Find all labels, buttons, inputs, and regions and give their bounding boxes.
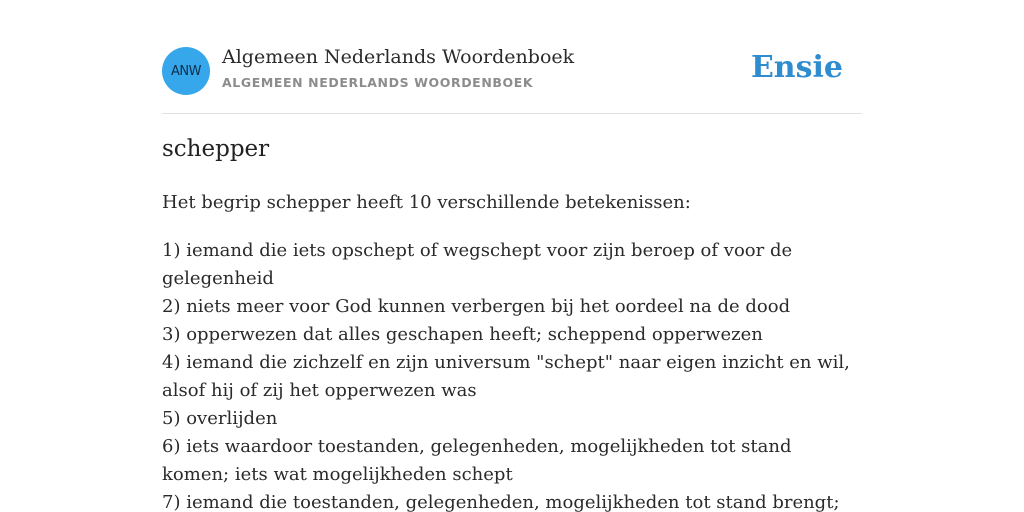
ensie-brand-logo[interactable]: Ensie [750, 50, 843, 85]
meaning-item: 6) iets waardoor toestanden, gelegenheden, mogelijkheden tot stand komen; iets wat mogelijkheden schept [162, 436, 792, 485]
header-divider [162, 113, 862, 114]
meaning-item: 4) iemand die zichzelf en zijn universum "schept" naar eigen inzicht en wil, alsof hij of zij het opperwezen was [162, 352, 850, 401]
source-header [162, 46, 862, 96]
source-title[interactable]: Algemeen Nederlands Woordenboek [222, 46, 575, 68]
word-title: schepper [162, 136, 270, 162]
meaning-item: 1) iemand die iets opschept of wegschept voor zijn beroep of voor de gelegenheid [162, 240, 793, 289]
meaning-item: 3) opperwezen dat alles geschapen heeft; scheppend opperwezen [162, 324, 763, 345]
meanings-intro: Het begrip schepper heeft 10 verschillende betekenissen: [162, 192, 691, 213]
meaning-item: 2) niets meer voor God kunnen verbergen bij het oordeel na de dood [162, 296, 791, 317]
meanings-list [162, 237, 862, 512]
meaning-item: 5) overlijden [162, 408, 278, 429]
anw-logo[interactable]: ANW [162, 47, 210, 95]
meaning-item: 7) iemand die toestanden, gelegenheden, mogelijkheden tot stand brengt; [162, 492, 840, 512]
source-subtitle: ALGEMEEN NEDERLANDS WOORDENBOEK [222, 75, 534, 90]
